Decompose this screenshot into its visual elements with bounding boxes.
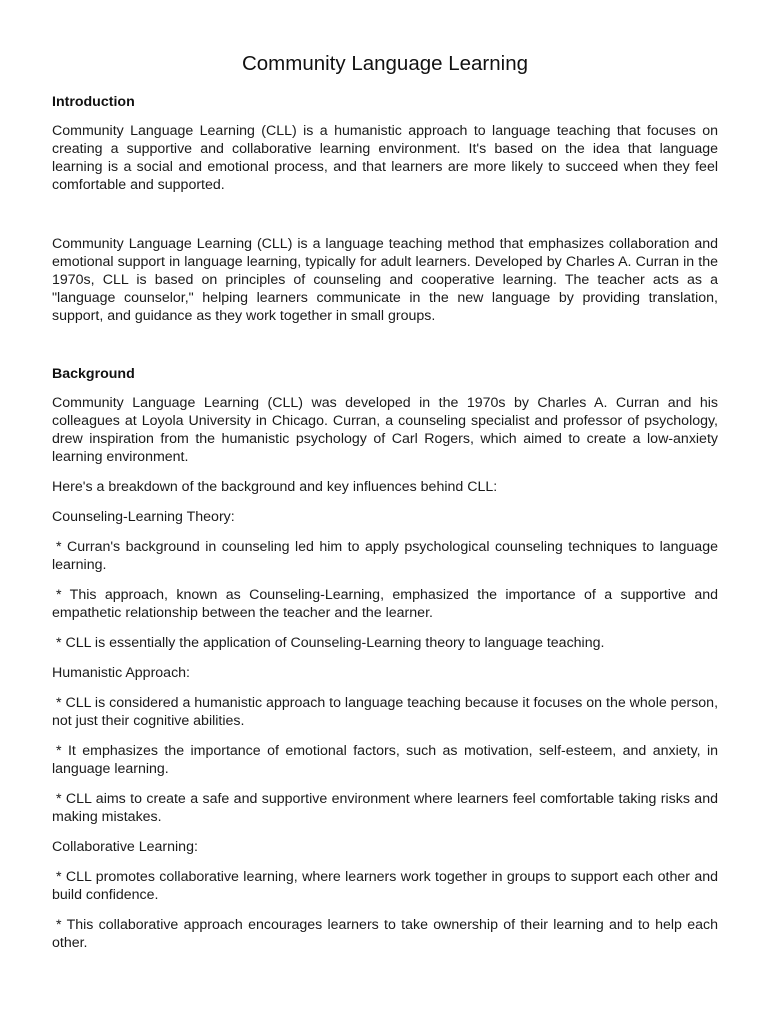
bullet-marker: * — [56, 743, 62, 759]
bullet-text: CLL promotes collaborative learning, where learners work together in groups to support each other and build confidence. — [52, 869, 718, 903]
introduction-paragraph-1: Community Language Learning (CLL) is a humanistic approach to language teaching that focuses on creating a supportive and collaborative learning environment. It's based on the idea that language learning is a social and emotional process, and that learners are more likely to succeed when they feel comfortable and supported. — [52, 123, 718, 193]
bullet-text: Curran's background in counseling led him to apply psychological counseling techniques to language learning. — [52, 539, 718, 573]
bullet-text: This collaborative approach encourages learners to take ownership of their learning and to help each other. — [52, 917, 718, 951]
bullet-marker: * — [56, 587, 62, 603]
bullet-item — [52, 868, 718, 904]
introduction-paragraph-2: Community Language Learning (CLL) is a language teaching method that emphasizes collaboration and emotional support in language learning, typically for adult learners. Developed by Charles A. Curran in the 1970s, CLL is based on principles of counseling and cooperative learning. The teacher acts as a "language counselor," helping learners communicate in the new language by providing translation, support, and guidance as they work together in small groups. — [52, 236, 718, 324]
group-label-counseling: Counseling-Learning Theory: — [52, 509, 235, 525]
bullet-item — [52, 634, 718, 652]
bullet-marker: * — [56, 695, 62, 711]
bullet-item — [52, 916, 718, 952]
bullet-item — [52, 586, 718, 622]
bullet-marker: * — [56, 635, 62, 651]
document-page — [52, 50, 718, 964]
bullet-text: This approach, known as Counseling-Learning, emphasized the importance of a supportive and empathetic relationship between the teacher and the learner. — [52, 587, 719, 621]
introduction-heading: Introduction — [52, 94, 135, 110]
background-breakdown-paragraph: Here's a breakdown of the background and key influences behind CLL: — [52, 479, 498, 495]
group-label-humanistic: Humanistic Approach: — [52, 665, 191, 681]
bullet-text: CLL is considered a humanistic approach to language teaching because it focuses on the whole person, not just their cognitive abilities. — [52, 695, 719, 729]
bullet-marker: * — [56, 917, 62, 933]
bullet-item — [52, 694, 718, 730]
background-intro-paragraph: Community Language Learning (CLL) was developed in the 1970s by Charles A. Curran and his colleagues at Loyola University in Chicago. Curran, a counseling specialist and professor of psychology, drew inspiration from the humanistic psychology of Carl Rogers, which aimed to create a low-anxiety learning environment. — [52, 395, 718, 465]
bullet-text: CLL is essentially the application of Counseling-Learning theory to language teaching. — [65, 635, 605, 651]
bullet-marker: * — [56, 539, 62, 555]
document-title: Community Language Learning — [241, 52, 529, 75]
bullet-item — [52, 538, 718, 574]
bullet-marker: * — [56, 791, 62, 807]
bullet-item — [52, 742, 718, 778]
bullet-marker: * — [56, 869, 62, 885]
bullet-text: CLL aims to create a safe and supportive environment where learners feel comfortable taking risks and making mistakes. — [52, 791, 718, 825]
bullet-item — [52, 790, 718, 826]
bullet-text: It emphasizes the importance of emotional factors, such as motivation, self-esteem, and anxiety, in language learning. — [52, 743, 718, 777]
background-heading: Background — [52, 366, 135, 382]
group-label-collaborative: Collaborative Learning: — [52, 839, 198, 855]
